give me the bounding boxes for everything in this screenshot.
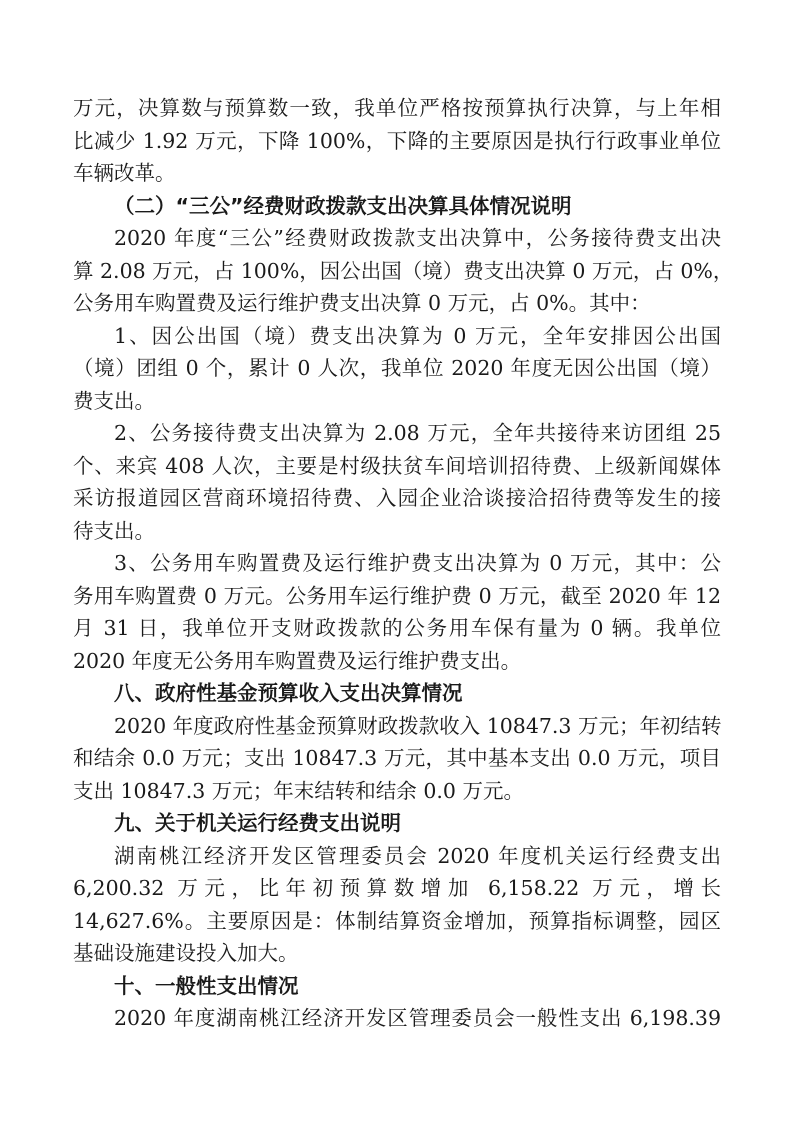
- paragraph-line: 1、因公出国（境）费支出决算为 0 万元，全年安排因公出国: [114, 323, 721, 348]
- paragraph-line: 14,627.6%。主要原因是：体制结算资金增加，预算指标调整，园区: [73, 908, 721, 933]
- paragraph-line: 2、公务接待费支出决算为 2.08 万元，全年共接待来访团组 25: [114, 421, 721, 445]
- section-heading: （二）“三公”经费财政拨款支出决算具体情况说明: [114, 193, 572, 218]
- section-heading: 十、一般性支出情况: [114, 973, 299, 998]
- section-heading: 九、关于机关运行经费支出说明: [114, 811, 401, 835]
- paragraph-line: 2020 年度“三公”经费财政拨款支出决算中，公务接待费支出决: [114, 226, 721, 250]
- document-page: [73, 92, 734, 1035]
- paragraph-line: 采访报道园区营商环境招待费、入园企业洽谈接洽招待费等发生的接: [73, 486, 721, 510]
- paragraph-line: 待支出。: [73, 518, 155, 543]
- paragraph-line: （境）团组 0 个，累计 0 人次，我单位 2020 年度无因公出国（境）: [73, 356, 721, 380]
- paragraph-line: 和结余 0.0 万元；支出 10847.3 万元，其中基本支出 0.0 万元，项目: [73, 746, 721, 770]
- paragraph-line: 湖南桃江经济开发区管理委员会 2020 年度机关运行经费支出: [114, 843, 721, 868]
- paragraph-line: 2020 年度政府性基金预算财政拨款收入 10847.3 万元；年初结转: [114, 713, 722, 738]
- paragraph-line: 公务用车购置费及运行维护费支出决算 0 万元，占 0%。其中：: [73, 291, 651, 315]
- paragraph-line: 3、公务用车购置费及运行维护费支出决算为 0 万元，其中：公: [114, 551, 721, 575]
- paragraph-line: 务用车购置费 0 万元。公务用车运行维护费 0 万元，截至 2020 年 12: [73, 583, 721, 608]
- paragraph-line: 月 31 日，我单位开支财政拨款的公务用车保有量为 0 辆。我单位: [73, 616, 721, 640]
- paragraph-line: 算 2.08 万元，占 100%，因公出国（境）费支出决算 0 万元，占 0%，: [73, 258, 734, 283]
- paragraph-line: 2020 年度湖南桃江经济开发区管理委员会一般性支出 6,198.39: [114, 1006, 721, 1030]
- paragraph-line: 万元，决算数与预算数一致，我单位严格按预算执行决算，与上年相: [73, 96, 721, 120]
- paragraph-line: 费支出。: [73, 388, 155, 413]
- paragraph-line: 支出 10847.3 万元；年末结转和结余 0.0 万元。: [73, 778, 524, 803]
- paragraph-line: 基础设施建设投入加大。: [73, 941, 299, 965]
- section-heading: 八、政府性基金预算收入支出决算情况: [114, 681, 463, 705]
- paragraph-line: 6,200.32 万元，比年初预算数增加 6,158.22 万元，增长: [73, 876, 721, 900]
- paragraph-line: 个、来宾 408 人次，主要是村级扶贫车间培训招待费、上级新闻媒体: [73, 453, 721, 478]
- paragraph-line: 比减少 1.92 万元，下降 100%，下降的主要原因是执行行政事业单位: [73, 128, 721, 153]
- paragraph-line: 2020 年度无公务用车购置费及运行维护费支出。: [73, 648, 522, 673]
- paragraph-line: 车辆改革。: [73, 161, 176, 185]
